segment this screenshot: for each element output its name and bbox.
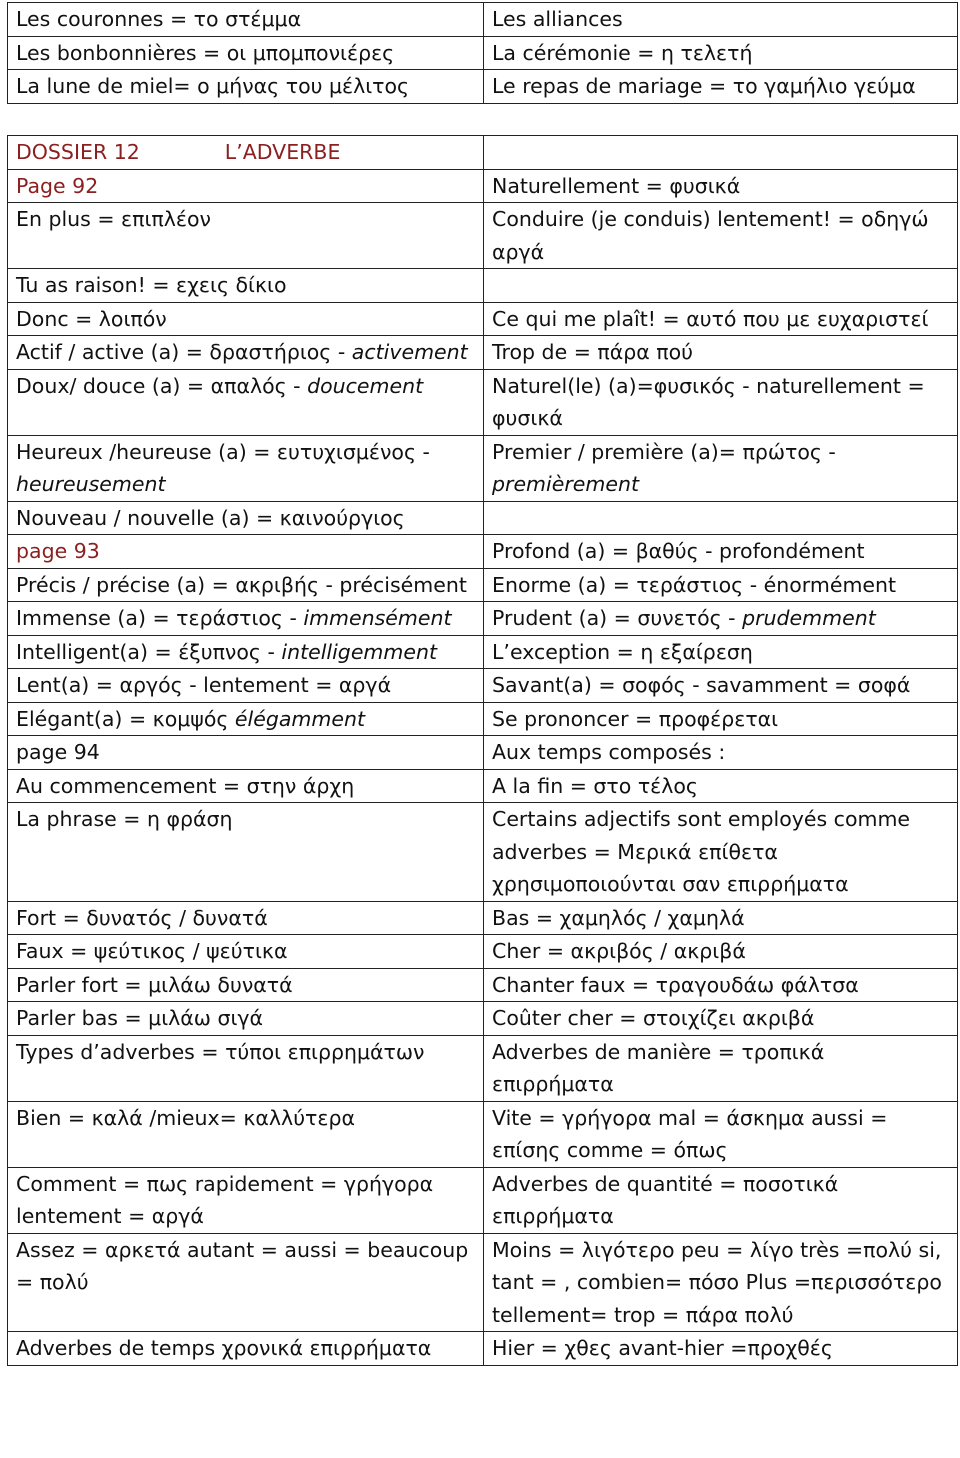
vocab-text: Trop de = πάρα πού [492, 340, 694, 364]
vocab-text: Naturellement = φυσικά [492, 173, 741, 198]
vocab-cell [8, 435, 484, 501]
dossier-title: DOSSIER 12 [16, 140, 140, 164]
vocab-cell: Le repas de mariage = το γαμήλιο γεύμα [484, 70, 958, 104]
vocab-text: Certains adjectifs sont employés comme adverbes = Μερικά επίθετα χρησιμοποιούνται σαν επιρρήματα [492, 807, 911, 896]
vocab-text: Bien = καλά /mieux= καλλύτερα [16, 1105, 356, 1130]
table-row [8, 36, 958, 70]
vocab-text: Parler bas = μιλάω σιγά [16, 1006, 264, 1030]
vocab-cell [484, 336, 958, 370]
vocab-cell [8, 968, 484, 1002]
vocab-cell [484, 968, 958, 1002]
vocab-text: prudemment [742, 606, 876, 630]
vocab-text: Aux temps composés : [492, 740, 726, 764]
dossier-header-row [8, 136, 958, 170]
vocab-cell [8, 302, 484, 336]
table-row [8, 702, 958, 736]
vocab-text: Adverbes de temps χρονικά επιρρήματα [16, 1336, 432, 1360]
vocab-cell [484, 602, 958, 636]
vocab-text: Fort = δυνατός / δυνατά [16, 905, 268, 930]
vocab-cell [8, 803, 484, 902]
vocab-cell [8, 901, 484, 935]
vocab-cell [8, 1002, 484, 1036]
vocab-cell [484, 269, 958, 303]
vocab-cell [484, 369, 958, 435]
vocab-cell [484, 501, 958, 535]
table-row [8, 535, 958, 569]
vocab-text: Heureux /heureuse (a) = ευτυχισμένος - [16, 439, 430, 464]
vocab-cell [8, 1332, 484, 1366]
vocab-cell [8, 1035, 484, 1101]
vocab-text: page 94 [16, 740, 100, 764]
vocab-text: Intelligent(a) = έξυπνος - [16, 639, 282, 664]
vocab-text: Hier = χθες avant-hier =προχθές [492, 1336, 833, 1360]
vocab-cell [8, 1101, 484, 1167]
vocab-cell [484, 203, 958, 269]
adverb-vocabulary-table [7, 135, 958, 1366]
vocab-text: Actif / active (a) = δραστήριος - [16, 340, 352, 364]
dossier-subtitle: L’ADVERBE [224, 140, 341, 164]
vocab-text: immensément [303, 606, 452, 630]
table-row [8, 435, 958, 501]
vocab-cell: Les couronnes = το στέμμα [8, 3, 484, 37]
vocab-cell [484, 736, 958, 770]
vocab-text: Premier / première (a)= πρώτος - [492, 439, 836, 464]
vocab-text: Donc = λοιπόν [16, 306, 167, 331]
table-row [8, 968, 958, 1002]
vocab-text: Cher = ακριβός / ακριβά [492, 939, 746, 963]
vocab-text: Profond (a) = βαθύς - profondément [492, 539, 865, 563]
vocab-cell [484, 935, 958, 969]
table-row [8, 501, 958, 535]
vocab-text: A la fin = στο τέλος [492, 773, 698, 798]
vocab-text: élégamment [234, 706, 365, 731]
vocab-cell: La lune de miel= ο μήνας του μέλιτος [8, 70, 484, 104]
vocab-text: Coûter cher = στοιχίζει ακριβά [492, 1006, 815, 1030]
vocab-text: heureusement [16, 472, 166, 496]
vocab-cell [8, 935, 484, 969]
table-row [8, 669, 958, 703]
table-row [8, 1002, 958, 1036]
vocab-text: Comment = πως rapidement = γρήγορα lentement = αργά [16, 1171, 434, 1228]
wedding-vocabulary-body [8, 3, 958, 104]
vocab-cell [8, 635, 484, 669]
vocab-cell [8, 669, 484, 703]
vocab-text: Ce qui me plaît! = αυτό που με ευχαριστεί [492, 306, 929, 331]
vocab-text: L’exception = η εξαίρεση [492, 639, 753, 664]
vocab-text: Naturel(le) (a)=φυσικός - naturellement = φυσικά [492, 373, 925, 430]
vocab-cell [484, 803, 958, 902]
vocab-cell [484, 1035, 958, 1101]
vocab-cell [8, 203, 484, 269]
table-row [8, 1332, 958, 1366]
vocab-cell [8, 535, 484, 569]
vocab-text: Tu as raison! = εχεις δίκιο [16, 273, 287, 297]
vocab-cell [8, 1167, 484, 1233]
vocab-cell [484, 669, 958, 703]
adverb-vocabulary-body [8, 136, 958, 1366]
vocab-text: Se prononcer = προφέρεται [492, 706, 779, 731]
vocab-text: Lent(a) = αργός - lentement = αργά [16, 673, 392, 697]
vocab-cell [8, 769, 484, 803]
vocab-text: Conduire (je conduis) lentement! = οδηγώ αργά [492, 207, 929, 264]
vocab-text: Parler fort = μιλάω δυνατά [16, 972, 293, 997]
table-row [8, 803, 958, 902]
table-row [8, 1233, 958, 1332]
vocab-cell [8, 736, 484, 770]
vocab-cell [484, 702, 958, 736]
vocab-text: Adverbes de quantité = ποσοτικά επιρρήματα [492, 1171, 839, 1228]
vocab-cell [484, 1332, 958, 1366]
vocab-cell [484, 1233, 958, 1332]
vocab-cell [484, 136, 958, 170]
vocab-text: Adverbes de manière = τροπικά επιρρήματα [492, 1039, 825, 1096]
vocab-text: Vite = γρήγορα mal = άσκημα aussi = επίσης comme = όπως [492, 1105, 888, 1162]
page-heading: page 93 [16, 539, 100, 563]
vocab-cell [484, 169, 958, 203]
vocab-cell: Les alliances [484, 3, 958, 37]
vocab-cell [484, 769, 958, 803]
vocab-text: Enorme (a) = τεράστιος - énormément [492, 572, 897, 597]
table-row [8, 1035, 958, 1101]
dossier-header-cell [8, 136, 484, 170]
vocab-text: Précis / précise (a) = ακριβής - précisément [16, 572, 467, 597]
table-row [8, 736, 958, 770]
table-row [8, 901, 958, 935]
vocab-text: En plus = επιπλέον [16, 207, 211, 231]
vocab-text: Moins = λιγότερο peu = λίγο très =πολύ si, tant = , combien= πόσο Plus =περισσότερο tellement= trop = πάρα πολύ [492, 1237, 942, 1327]
vocab-cell [8, 1233, 484, 1332]
vocab-text: Prudent (a) = συνετός - [492, 606, 743, 630]
vocab-cell [484, 302, 958, 336]
vocab-text: Assez = αρκετά autant = aussi = beaucoup = πολύ [16, 1237, 469, 1294]
vocab-cell [484, 435, 958, 501]
vocab-text: Elégant(a) = κομψός [16, 706, 235, 731]
vocab-text: Bas = χαμηλός / χαμηλά [492, 905, 745, 930]
vocab-text: Immense (a) = τεράστιος - [16, 606, 304, 630]
vocab-cell [8, 501, 484, 535]
vocab-cell [484, 1002, 958, 1036]
vocab-cell [484, 1167, 958, 1233]
vocab-text: Faux = ψεύτικος / ψεύτικα [16, 939, 288, 963]
vocab-cell: Les bonbonnières = οι μπομπονιέρες [8, 36, 484, 70]
vocab-text: Doux/ douce (a) = απαλός - [16, 373, 308, 398]
vocab-cell [484, 1101, 958, 1167]
table-row [8, 269, 958, 303]
vocab-text: Au commencement = στην άρχη [16, 773, 355, 798]
table-row [8, 336, 958, 370]
vocab-text: La phrase = η φράση [16, 807, 233, 831]
vocab-text: Nouveau / nouvelle (a) = καινούργιος [16, 505, 405, 530]
table-row [8, 769, 958, 803]
vocab-text: Chanter faux = τραγουδάω φάλτσα [492, 972, 859, 997]
vocab-cell [8, 702, 484, 736]
table-row [8, 3, 958, 37]
vocab-cell [8, 336, 484, 370]
table-row [8, 635, 958, 669]
table-row [8, 203, 958, 269]
table-row [8, 302, 958, 336]
vocab-cell [484, 901, 958, 935]
vocab-cell [8, 269, 484, 303]
vocab-cell [8, 568, 484, 602]
vocab-text: Types d’adverbes = τύποι επιρρημάτων [16, 1039, 425, 1064]
table-row [8, 602, 958, 636]
table-row [8, 1101, 958, 1167]
vocab-cell [484, 635, 958, 669]
table-row [8, 1167, 958, 1233]
vocab-cell [8, 169, 484, 203]
wedding-vocabulary-table [7, 2, 958, 104]
table-row [8, 169, 958, 203]
vocab-cell [8, 369, 484, 435]
table-row [8, 369, 958, 435]
vocab-cell [484, 535, 958, 569]
table-row [8, 935, 958, 969]
vocab-text: activement [351, 340, 468, 364]
vocab-cell [8, 602, 484, 636]
vocab-text: doucement [307, 373, 424, 398]
vocab-cell [484, 568, 958, 602]
vocab-text: premièrement [492, 472, 639, 496]
vocab-cell: La cérémonie = η τελετή [484, 36, 958, 70]
vocab-text: Savant(a) = σοφός - savamment = σοφά [492, 673, 911, 697]
table-row [8, 568, 958, 602]
table-row [8, 70, 958, 104]
page-heading: Page 92 [16, 173, 99, 198]
vocab-text: intelligemment [281, 639, 438, 664]
